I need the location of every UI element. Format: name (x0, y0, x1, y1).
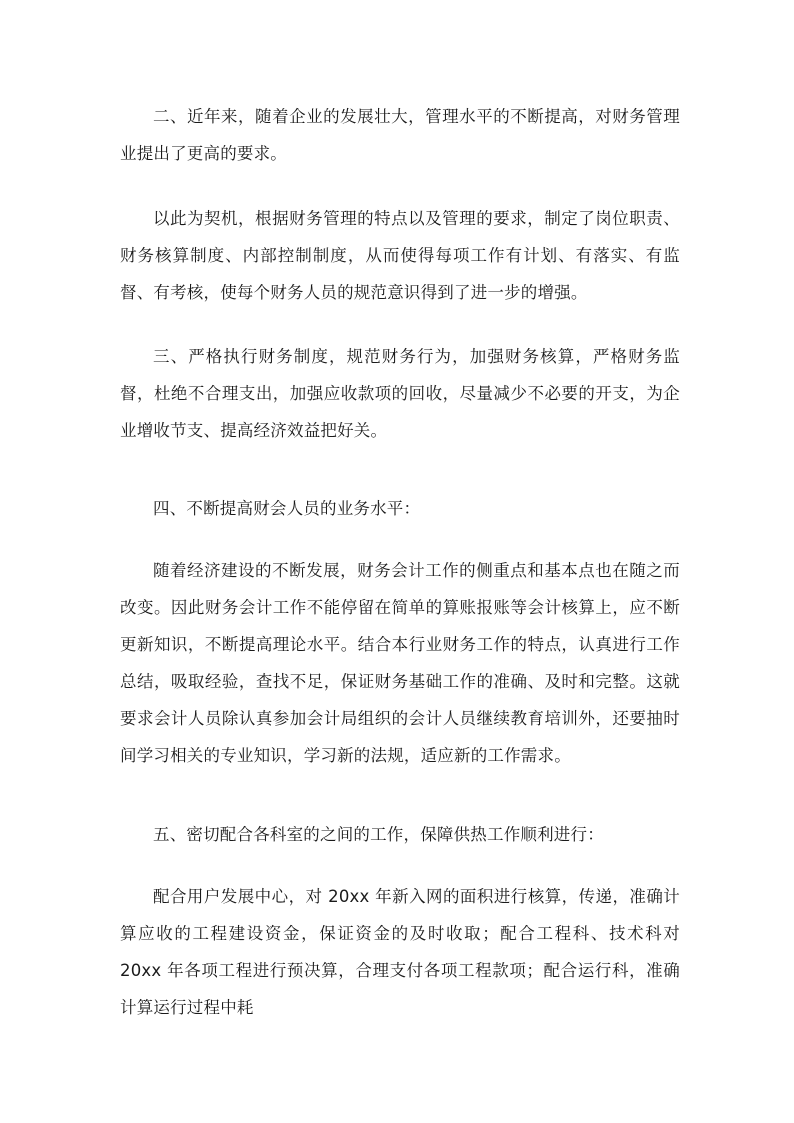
paragraph-section-2-heading: 二、近年来，随着企业的发展壮大，管理水平的不断提高，对财务管理业提出了更高的要求。 (120, 107, 680, 163)
paragraph-section-4-heading: 四、不断提高财会人员的业务水平： (153, 499, 421, 518)
paragraph-section-5-body: 配合用户发展中心，对 20xx 年新入网的面积进行核算，传递，准确计算应收的工程建设资金，保证资金的及时收取；配合工程科、技术科对 20xx 年各项工程进行预决算，合理支付各项工程款项；配合运行科，准确计算运行过程中耗 (120, 887, 680, 1017)
paragraph-section-5-heading: 五、密切配合各科室的之间的工作，保障供热工作顺利进行： (153, 825, 604, 844)
paragraph-section-2-body: 以此为契机，根据财务管理的特点以及管理的要求，制定了岗位职责、财务核算制度、内部控制制度，从而使得每项工作有计划、有落实、有监督、有考核，使每个财务人员的规范意识得到了进一步的增强。 (120, 209, 680, 302)
paragraph-section-3: 三、严格执行财务制度，规范财务行为，加强财务核算，严格财务监督，杜绝不合理支出，加强应收款项的回收，尽量减少不必要的开支，为企业增收节支、提高经济效益把好关。 (120, 347, 680, 440)
paragraph-section-4-body: 随着经济建设的不断发展，财务会计工作的侧重点和基本点也在随之而改变。因此财务会计工作不能停留在简单的算账报账等会计核算上，应不断更新知识，不断提高理论水平。结合本行业财务工作的特点，认真进行工作总结，吸取经验，查找不足，保证财务基础工作的准确、及时和完整。这就要求会计人员除认真参加会计局组织的会计人员继续教育培训外，还要抽时间学习相关的专业知识，学习新的法规，适应新的工作需求。 (120, 561, 680, 765)
